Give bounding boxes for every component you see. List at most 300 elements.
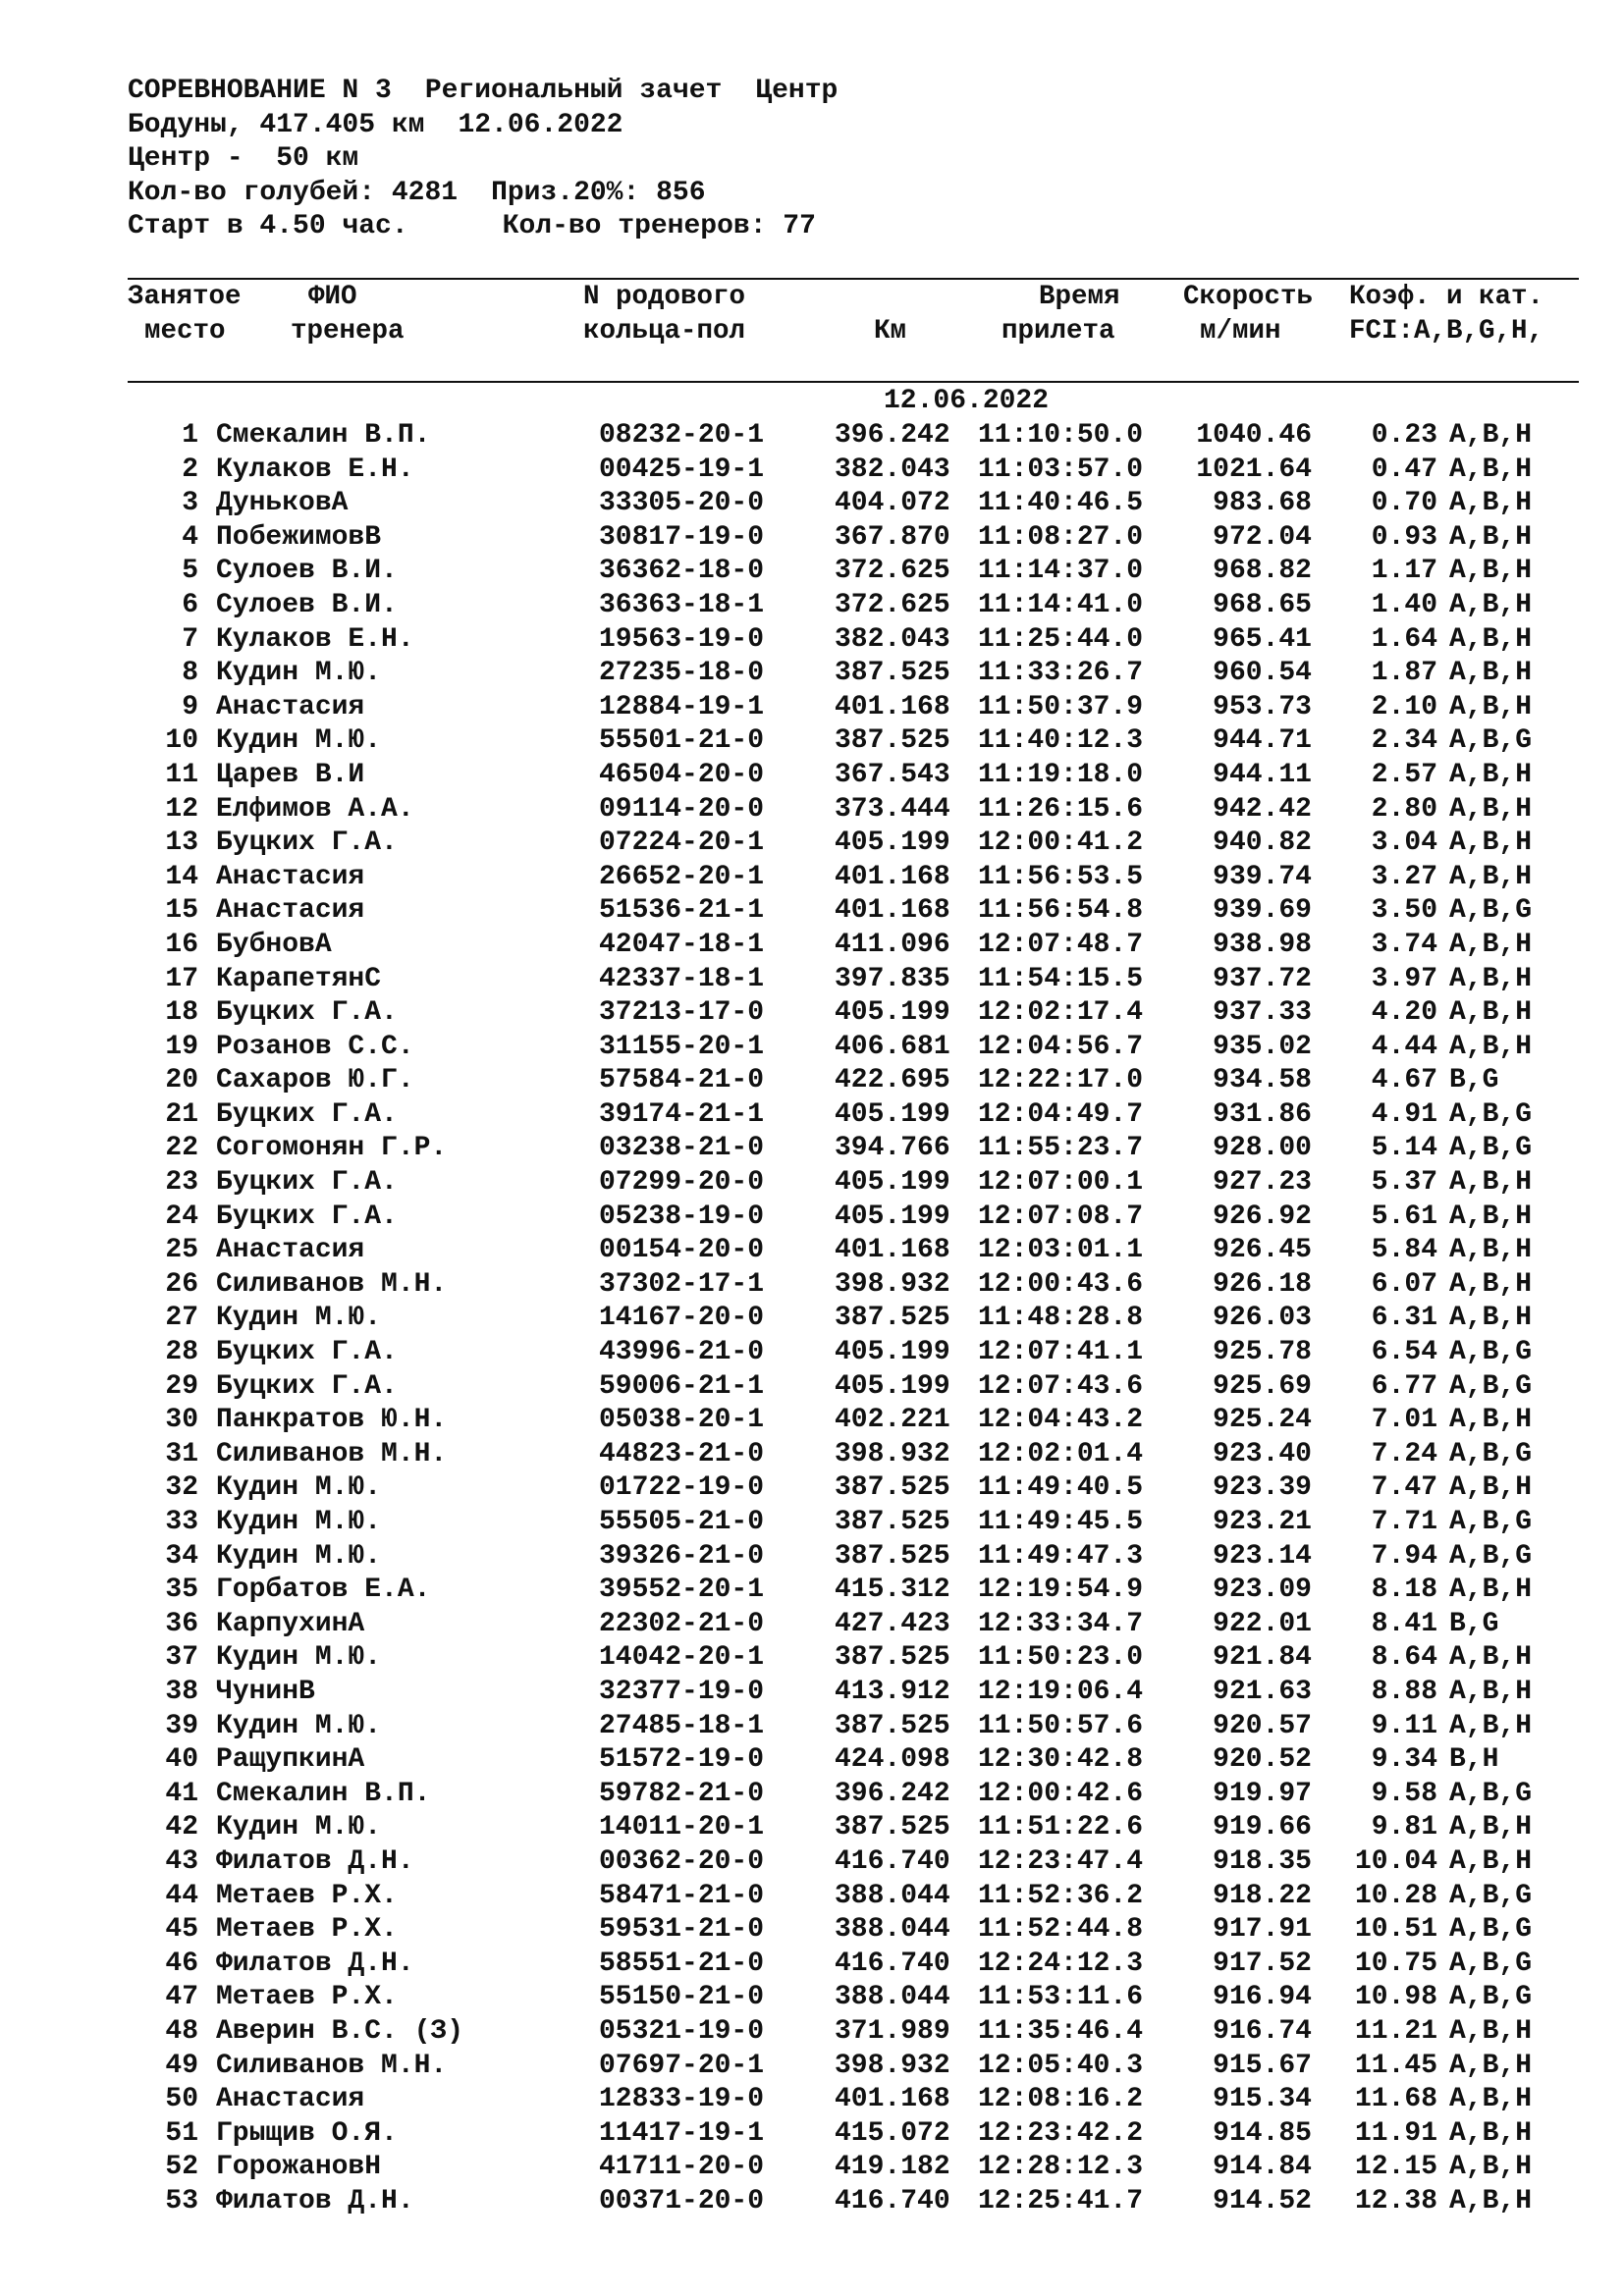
table-row <box>0 1540 1624 1575</box>
cell-km: 401.168 <box>835 691 950 722</box>
cell-ring: 07299-20-0 <box>599 1167 765 1199</box>
table-row <box>0 1948 1624 1982</box>
cell-category: A,B,H <box>1449 658 1533 689</box>
cell-km: 406.681 <box>835 1031 950 1062</box>
table-row <box>0 487 1624 521</box>
col-speed-header <box>1183 281 1313 348</box>
cell-place: 32 <box>165 1472 198 1504</box>
cell-place: 48 <box>165 2015 198 2047</box>
cell-coef: 3.04 <box>1371 828 1437 859</box>
cell-coef: 2.80 <box>1371 793 1437 825</box>
cell-km: 402.221 <box>835 1405 950 1436</box>
table-row <box>0 2185 1624 2219</box>
cell-coef: 5.61 <box>1371 1201 1437 1232</box>
col-speed-line2: м/мин <box>1200 315 1281 347</box>
cell-arrival-time: 12:05:40.3 <box>978 2050 1144 2081</box>
cell-speed: 926.18 <box>1213 1268 1312 1300</box>
cell-place: 47 <box>165 1982 198 2013</box>
race-date: 12.06.2022 <box>458 109 623 140</box>
cell-category: A,B,H <box>1449 1031 1533 1062</box>
cell-speed: 939.74 <box>1213 861 1312 892</box>
cell-coef: 10.98 <box>1354 1982 1437 2013</box>
cell-place: 39 <box>165 1710 198 1741</box>
table-row <box>0 2083 1624 2117</box>
cell-place: 13 <box>165 828 198 859</box>
cell-coef: 12.15 <box>1354 2152 1437 2183</box>
cell-ring: 39326-21-0 <box>599 1540 765 1572</box>
cell-trainer: Кулаков Е.Н. <box>216 454 414 485</box>
cell-speed: 972.04 <box>1213 521 1312 553</box>
cell-category: A,B,H <box>1449 997 1533 1029</box>
cell-trainer: Кудин М.Ю. <box>216 1710 382 1741</box>
cell-trainer: Силиванов М.Н. <box>216 1438 448 1469</box>
cell-coef: 11.68 <box>1354 2084 1437 2115</box>
table-row <box>0 1336 1624 1370</box>
cell-place: 11 <box>165 759 198 790</box>
cell-arrival-time: 12:02:17.4 <box>978 997 1144 1029</box>
cell-coef: 0.93 <box>1371 521 1437 553</box>
cell-arrival-time: 11:40:46.5 <box>978 488 1144 519</box>
cell-category: A,B,G <box>1449 1337 1533 1368</box>
table-row <box>0 894 1624 929</box>
cell-ring: 55150-21-0 <box>599 1982 765 2013</box>
cell-km: 387.525 <box>835 1303 950 1334</box>
table-row <box>0 2151 1624 2185</box>
cell-coef: 8.41 <box>1371 1608 1437 1639</box>
cell-category: A,B,G <box>1449 1133 1533 1164</box>
cell-coef: 6.77 <box>1371 1370 1437 1402</box>
table-row <box>0 759 1624 793</box>
cell-coef: 4.44 <box>1371 1031 1437 1062</box>
table-row <box>0 2050 1624 2084</box>
table-row <box>0 1641 1624 1676</box>
table-row <box>0 2015 1624 2050</box>
cell-category: A,B,H <box>1449 2185 1533 2216</box>
table-row <box>0 419 1624 454</box>
cell-ring: 58551-21-0 <box>599 1948 765 1979</box>
cell-place: 31 <box>165 1438 198 1469</box>
cell-coef: 10.04 <box>1354 1845 1437 1877</box>
release-point: Бодуны, 417.405 км <box>128 109 425 140</box>
cell-place: 27 <box>165 1303 198 1334</box>
cell-category: A,B,G <box>1449 1438 1533 1469</box>
cell-category: A,B,H <box>1449 963 1533 994</box>
cell-category: B,G <box>1449 1608 1499 1639</box>
col-speed-line1: Скорость <box>1183 282 1314 312</box>
cell-category: A,B,H <box>1449 2152 1533 2183</box>
cell-trainer: Смекалин В.П. <box>216 420 431 451</box>
cell-ring: 11417-19-1 <box>599 2117 765 2149</box>
cell-place: 25 <box>165 1235 198 1266</box>
cell-trainer: Кудин М.Ю. <box>216 1472 382 1504</box>
cell-ring: 14167-20-0 <box>599 1303 765 1334</box>
cell-coef: 10.28 <box>1354 1880 1437 1911</box>
cell-speed: 928.00 <box>1213 1133 1312 1164</box>
cell-ring: 03238-21-0 <box>599 1133 765 1164</box>
cell-speed: 944.71 <box>1213 725 1312 757</box>
cell-arrival-time: 11:49:45.5 <box>978 1507 1144 1537</box>
cell-ring: 46504-20-0 <box>599 759 765 790</box>
cell-ring: 43996-21-0 <box>599 1337 765 1368</box>
cell-ring: 42337-18-1 <box>599 963 765 994</box>
cell-place: 50 <box>165 2084 198 2115</box>
cell-speed: 925.24 <box>1213 1405 1312 1436</box>
cell-km: 387.525 <box>835 725 950 757</box>
cell-place: 20 <box>165 1065 198 1096</box>
cell-coef: 10.51 <box>1354 1914 1437 1946</box>
cell-km: 405.199 <box>835 1201 950 1232</box>
table-row <box>0 2117 1624 2152</box>
cell-category: A,B,H <box>1449 420 1533 451</box>
cell-trainer: Кулаков Е.Н. <box>216 623 414 655</box>
cell-place: 44 <box>165 1880 198 1911</box>
cell-arrival-time: 11:49:47.3 <box>978 1540 1144 1572</box>
cell-coef: 1.17 <box>1371 556 1437 587</box>
cell-place: 34 <box>165 1540 198 1572</box>
cell-trainer: Силиванов М.Н. <box>216 2050 448 2081</box>
cell-arrival-time: 12:30:42.8 <box>978 1744 1144 1776</box>
cell-coef: 6.54 <box>1371 1337 1437 1368</box>
cell-arrival-time: 12:07:48.7 <box>978 929 1144 960</box>
cell-km: 388.044 <box>835 1982 950 2013</box>
cell-category: A,B,H <box>1449 1167 1533 1199</box>
cell-coef: 7.24 <box>1371 1438 1437 1469</box>
cell-coef: 1.87 <box>1371 658 1437 689</box>
cell-category: A,B,G <box>1449 1540 1533 1572</box>
cell-arrival-time: 11:53:11.6 <box>978 1982 1144 2013</box>
start-time: Старт в 4.50 час. <box>128 211 408 241</box>
cell-arrival-time: 11:25:44.0 <box>978 623 1144 655</box>
cell-arrival-time: 12:28:12.3 <box>978 2152 1144 2183</box>
cell-arrival-time: 12:24:12.3 <box>978 1948 1144 1979</box>
col-time-line1: Время <box>1039 282 1120 312</box>
cell-arrival-time: 11:54:15.5 <box>978 963 1144 994</box>
cell-trainer: Буцких Г.А. <box>216 997 398 1029</box>
cell-km: 405.199 <box>835 828 950 859</box>
cell-category: A,B,H <box>1449 589 1533 620</box>
cell-category: A,B,G <box>1449 1914 1533 1946</box>
cell-speed: 921.63 <box>1213 1676 1312 1707</box>
cell-km: 373.444 <box>835 793 950 825</box>
cell-km: 415.312 <box>835 1575 950 1606</box>
cell-arrival-time: 12:00:41.2 <box>978 828 1144 859</box>
cell-arrival-time: 11:14:41.0 <box>978 589 1144 620</box>
cell-arrival-time: 12:00:42.6 <box>978 1778 1144 1809</box>
cell-ring: 39552-20-1 <box>599 1575 765 1606</box>
cell-trainer: Анастасия <box>216 2084 365 2115</box>
cell-category: A,B,H <box>1449 828 1533 859</box>
cell-trainer: Кудин М.Ю. <box>216 1642 382 1674</box>
cell-arrival-time: 12:19:54.9 <box>978 1575 1144 1606</box>
table-row <box>0 1471 1624 1506</box>
cell-category: A,B,H <box>1449 1472 1533 1504</box>
table-row <box>0 1268 1624 1303</box>
cell-arrival-time: 11:26:15.6 <box>978 793 1144 825</box>
cell-trainer: Анастасия <box>216 895 365 927</box>
cell-trainer: КарпухинА <box>216 1608 365 1639</box>
cell-km: 387.525 <box>835 1472 950 1504</box>
cell-ring: 55501-21-0 <box>599 725 765 757</box>
table-row <box>0 1031 1624 1065</box>
cell-arrival-time: 12:25:41.7 <box>978 2185 1144 2216</box>
cell-speed: 926.03 <box>1213 1303 1312 1334</box>
cell-coef: 3.97 <box>1371 963 1437 994</box>
results-table <box>0 419 1624 2218</box>
cell-place: 18 <box>165 997 198 1029</box>
cell-km: 398.932 <box>835 1438 950 1469</box>
table-row <box>0 623 1624 658</box>
cell-category: A,B,G <box>1449 1098 1533 1130</box>
cell-km: 367.870 <box>835 521 950 553</box>
cell-place: 49 <box>165 2050 198 2081</box>
col-time-header <box>1001 281 1120 348</box>
cell-ring: 26652-20-1 <box>599 861 765 892</box>
cell-speed: 914.84 <box>1213 2152 1312 2183</box>
cell-trainer: Сулоев В.И. <box>216 556 398 587</box>
cell-trainer: Филатов Д.Н. <box>216 1845 414 1877</box>
cell-km: 411.096 <box>835 929 950 960</box>
cell-coef: 7.71 <box>1371 1507 1437 1537</box>
col-ring-line2: кольца-пол <box>583 315 746 347</box>
cell-category: A,B,H <box>1449 861 1533 892</box>
table-row <box>0 1880 1624 1914</box>
cell-coef: 9.11 <box>1371 1710 1437 1741</box>
table-row <box>0 724 1624 759</box>
cell-trainer: Буцких Г.А. <box>216 1098 398 1130</box>
cell-speed: 920.52 <box>1213 1744 1312 1776</box>
cell-place: 37 <box>165 1642 198 1674</box>
cell-place: 6 <box>182 589 198 620</box>
cell-trainer: Смекалин В.П. <box>216 1778 431 1809</box>
cell-coef: 7.94 <box>1371 1540 1437 1572</box>
cell-speed: 919.66 <box>1213 1812 1312 1843</box>
cell-arrival-time: 12:07:08.7 <box>978 1201 1144 1232</box>
cell-speed: 931.86 <box>1213 1098 1312 1130</box>
cell-trainer: КарапетянС <box>216 963 382 994</box>
cell-trainer: Сулоев В.И. <box>216 589 398 620</box>
cell-place: 35 <box>165 1575 198 1606</box>
cell-place: 40 <box>165 1744 198 1776</box>
cell-place: 12 <box>165 793 198 825</box>
cell-km: 416.740 <box>835 1845 950 1877</box>
cell-ring: 36362-18-0 <box>599 556 765 587</box>
cell-coef: 9.81 <box>1371 1812 1437 1843</box>
cell-trainer: Филатов Д.Н. <box>216 2185 414 2216</box>
cell-km: 382.043 <box>835 454 950 485</box>
cell-coef: 9.34 <box>1371 1744 1437 1776</box>
cell-coef: 7.47 <box>1371 1472 1437 1504</box>
cell-category: A,B,H <box>1449 1268 1533 1300</box>
cell-trainer: Метаев Р.Х. <box>216 1982 398 2013</box>
cell-km: 398.932 <box>835 2050 950 2081</box>
cell-arrival-time: 11:49:40.5 <box>978 1472 1144 1504</box>
cell-category: A,B,G <box>1449 1982 1533 2013</box>
cell-speed: 940.82 <box>1213 828 1312 859</box>
cell-speed: 944.11 <box>1213 759 1312 790</box>
cell-arrival-time: 12:02:01.4 <box>978 1438 1144 1469</box>
cell-category: A,B,H <box>1449 2015 1533 2047</box>
cell-km: 405.199 <box>835 1337 950 1368</box>
table-row <box>0 1778 1624 1812</box>
cell-ring: 07697-20-1 <box>599 2050 765 2081</box>
table-row <box>0 1404 1624 1438</box>
cell-speed: 937.72 <box>1213 963 1312 994</box>
table-row <box>0 1201 1624 1235</box>
cell-category: A,B,G <box>1449 1880 1533 1911</box>
table-row <box>0 657 1624 691</box>
cell-category: A,B,H <box>1449 691 1533 722</box>
cell-place: 8 <box>182 658 198 689</box>
cell-category: A,B,H <box>1449 1405 1533 1436</box>
cell-coef: 1.64 <box>1371 623 1437 655</box>
cell-ring: 09114-20-0 <box>599 793 765 825</box>
cell-category: A,B,H <box>1449 556 1533 587</box>
cell-trainer: ЧунинВ <box>216 1676 315 1707</box>
cell-km: 387.525 <box>835 1540 950 1572</box>
competition-number: СОРЕВНОВАНИЕ N 3 <box>128 76 392 106</box>
prize-count: Приз.20%: 856 <box>491 177 706 208</box>
cell-km: 405.199 <box>835 1370 950 1402</box>
cell-coef: 6.31 <box>1371 1303 1437 1334</box>
cell-category: A,B,H <box>1449 521 1533 553</box>
cell-ring: 32377-19-0 <box>599 1676 765 1707</box>
cell-km: 388.044 <box>835 1914 950 1946</box>
cell-coef: 0.47 <box>1371 454 1437 485</box>
col-km-header <box>874 281 906 348</box>
col-time-line2: прилета <box>1001 315 1115 347</box>
cell-place: 10 <box>165 725 198 757</box>
cell-place: 17 <box>165 963 198 994</box>
cell-speed: 918.35 <box>1213 1845 1312 1877</box>
cell-ring: 57584-21-0 <box>599 1065 765 1096</box>
cell-place: 26 <box>165 1268 198 1300</box>
cell-coef: 2.57 <box>1371 759 1437 790</box>
col-name-line2: тренера <box>291 315 405 347</box>
cell-trainer: Кудин М.Ю. <box>216 1812 382 1843</box>
cell-ring: 37213-17-0 <box>599 997 765 1029</box>
cell-arrival-time: 11:56:54.8 <box>978 895 1144 927</box>
cell-speed: 937.33 <box>1213 997 1312 1029</box>
cell-arrival-time: 11:52:44.8 <box>978 1914 1144 1946</box>
cell-km: 387.525 <box>835 1710 950 1741</box>
cell-coef: 4.20 <box>1371 997 1437 1029</box>
cell-ring: 14042-20-1 <box>599 1642 765 1674</box>
cell-category: A,B,H <box>1449 1575 1533 1606</box>
cell-place: 19 <box>165 1031 198 1062</box>
cell-ring: 05321-19-0 <box>599 2015 765 2047</box>
cell-speed: 942.42 <box>1213 793 1312 825</box>
table-row <box>0 1438 1624 1472</box>
cell-arrival-time: 12:23:47.4 <box>978 1845 1144 1877</box>
cell-category: A,B,H <box>1449 1201 1533 1232</box>
cell-arrival-time: 11:10:50.0 <box>978 420 1144 451</box>
cell-speed: 939.69 <box>1213 895 1312 927</box>
cell-trainer: РащупкинА <box>216 1744 365 1776</box>
cell-coef: 7.01 <box>1371 1405 1437 1436</box>
cell-trainer: Аверин В.С. (З) <box>216 2015 464 2047</box>
cell-place: 43 <box>165 1845 198 1877</box>
cell-place: 4 <box>182 521 198 553</box>
cell-ring: 41711-20-0 <box>599 2152 765 2183</box>
cell-category: A,B,H <box>1449 2050 1533 2081</box>
cell-trainer: Розанов С.С. <box>216 1031 414 1062</box>
cell-place: 22 <box>165 1133 198 1164</box>
cell-km: 404.072 <box>835 488 950 519</box>
cell-speed: 917.91 <box>1213 1914 1312 1946</box>
cell-km: 415.072 <box>835 2117 950 2149</box>
col-coef-header <box>1349 281 1543 348</box>
cell-km: 387.525 <box>835 658 950 689</box>
cell-trainer: Силиванов М.Н. <box>216 1268 448 1300</box>
cell-km: 405.199 <box>835 997 950 1029</box>
cell-category: A,B,G <box>1449 1948 1533 1979</box>
cell-ring: 01722-19-0 <box>599 1472 765 1504</box>
header-line-1 <box>128 75 838 109</box>
cell-km: 398.932 <box>835 1268 950 1300</box>
cell-place: 33 <box>165 1507 198 1537</box>
cell-category: A,B,H <box>1449 1845 1533 1877</box>
cell-ring: 33305-20-0 <box>599 488 765 519</box>
cell-arrival-time: 11:55:23.7 <box>978 1133 1144 1164</box>
cell-speed: 925.78 <box>1213 1337 1312 1368</box>
cell-speed: 923.21 <box>1213 1507 1312 1537</box>
table-row <box>0 589 1624 623</box>
cell-km: 401.168 <box>835 861 950 892</box>
table-row <box>0 861 1624 895</box>
cell-place: 23 <box>165 1167 198 1199</box>
cell-trainer: Буцких Г.А. <box>216 828 398 859</box>
cell-place: 7 <box>182 623 198 655</box>
cell-speed: 923.09 <box>1213 1575 1312 1606</box>
cell-place: 3 <box>182 488 198 519</box>
cell-arrival-time: 11:35:46.4 <box>978 2015 1144 2047</box>
cell-arrival-time: 11:14:37.0 <box>978 556 1144 587</box>
cell-km: 387.525 <box>835 1812 950 1843</box>
cell-coef: 12.38 <box>1354 2185 1437 2216</box>
cell-arrival-time: 12:04:56.7 <box>978 1031 1144 1062</box>
cell-category: B,G <box>1449 1065 1499 1096</box>
table-row <box>0 555 1624 589</box>
cell-km: 401.168 <box>835 1235 950 1266</box>
cell-ring: 00425-19-1 <box>599 454 765 485</box>
cell-category: A,B,G <box>1449 1370 1533 1402</box>
cell-speed: 934.58 <box>1213 1065 1312 1096</box>
cell-arrival-time: 11:03:57.0 <box>978 454 1144 485</box>
cell-trainer: Кудин М.Ю. <box>216 725 382 757</box>
competition-header <box>128 75 838 244</box>
cell-coef: 8.18 <box>1371 1575 1437 1606</box>
table-row <box>0 1981 1624 2015</box>
table-row <box>0 1098 1624 1133</box>
cell-arrival-time: 12:33:34.7 <box>978 1608 1144 1639</box>
cell-speed: 965.41 <box>1213 623 1312 655</box>
cell-category: A,B,G <box>1449 895 1533 927</box>
cell-speed: 923.39 <box>1213 1472 1312 1504</box>
cell-arrival-time: 11:51:22.6 <box>978 1812 1144 1843</box>
cell-speed: 953.73 <box>1213 691 1312 722</box>
cell-ring: 08232-20-1 <box>599 420 765 451</box>
col-place-header <box>128 281 242 348</box>
cell-category: A,B,G <box>1449 1778 1533 1809</box>
cell-speed: 920.57 <box>1213 1710 1312 1741</box>
col-name-line1: ФИО <box>308 282 357 312</box>
cell-km: 394.766 <box>835 1133 950 1164</box>
cell-place: 41 <box>165 1778 198 1809</box>
cell-speed: 915.67 <box>1213 2050 1312 2081</box>
table-row <box>0 1506 1624 1540</box>
cell-km: 387.525 <box>835 1642 950 1674</box>
table-row <box>0 1132 1624 1166</box>
